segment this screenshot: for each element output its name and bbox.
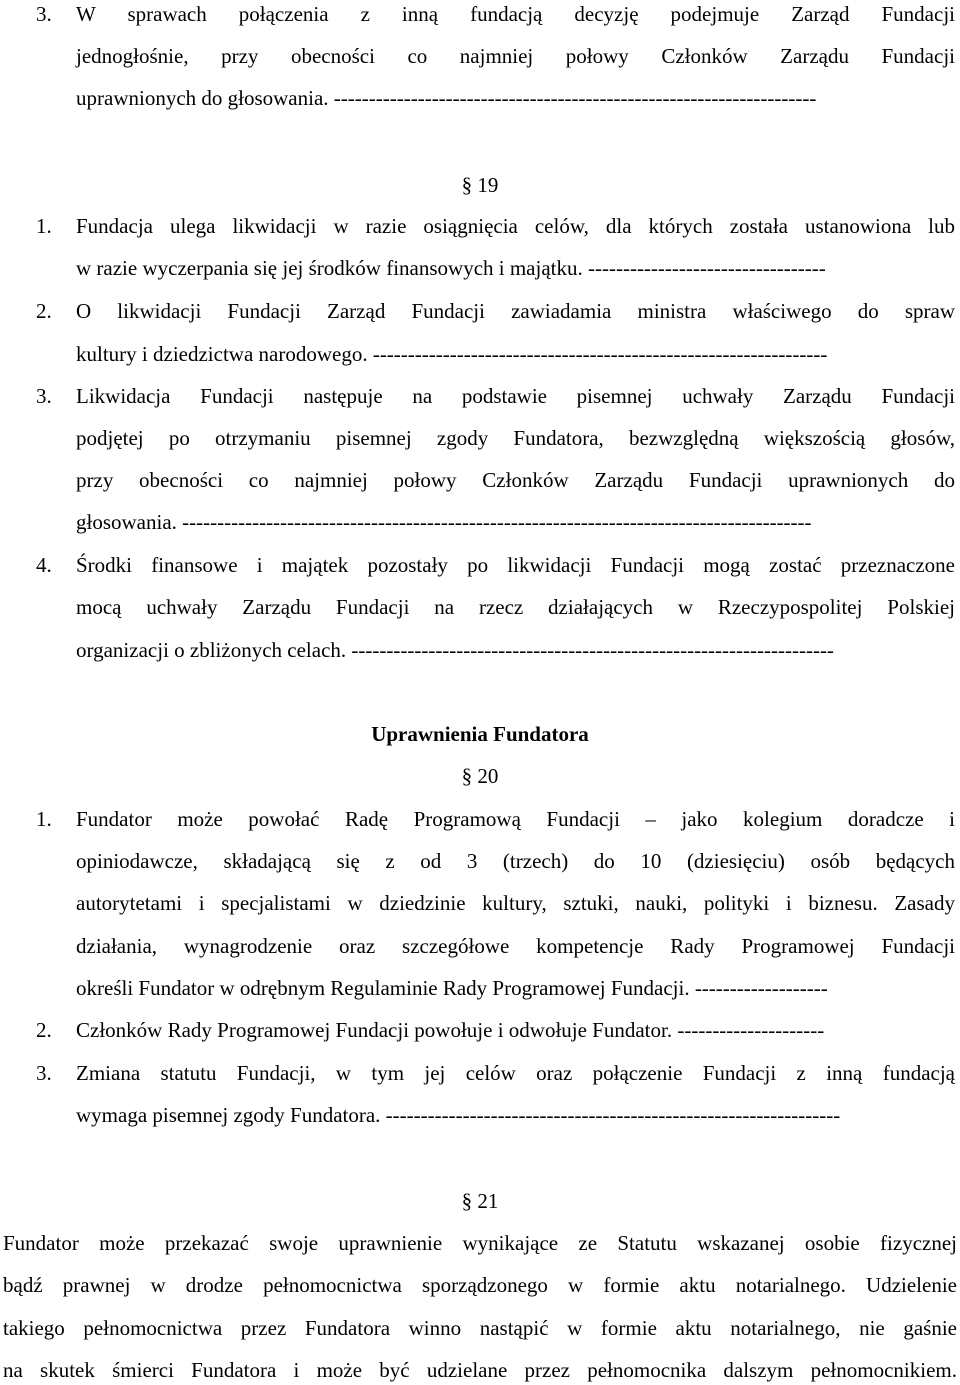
paragraph-text: działania, wynagrodzenie oraz szczegółowe kompetencje Rady Programowej Fundacji	[76, 934, 955, 958]
list-number: 1.	[36, 807, 52, 831]
list-number: 1.	[36, 214, 52, 238]
list-number: 2.	[36, 1018, 52, 1042]
paragraph-text: Zmiana statutu Fundacji, w tym jej celów oraz połączenie Fundacji z inną fundacją	[76, 1061, 955, 1085]
paragraph-text: mocą uchwały Zarządu Fundacji na rzecz działających w Rzeczypospolitej Polskiej	[76, 595, 955, 619]
list-number: 4.	[36, 553, 52, 577]
paragraph-text: wymaga pisemnej zgody Fundatora. -----------------------------------------------------------------	[76, 1103, 841, 1127]
paragraph-text: Środki finansowe i majątek pozostały po likwidacji Fundacji mogą zostać przeznaczone	[76, 553, 955, 577]
paragraph-text: uprawnionych do głosowania. ---------------------------------------------------------------------	[76, 86, 817, 110]
paragraph-text: podjętej po otrzymaniu pisemnej zgody Fundatora, bezwzględną większością głosów,	[76, 426, 955, 450]
paragraph-text: W sprawach połączenia z inną fundacją decyzję podejmuje Zarząd Fundacji	[76, 2, 955, 26]
list-number: 2.	[36, 299, 52, 323]
paragraph-text: opiniodawcze, składającą się z od 3 (trzech) do 10 (dziesięciu) osób będących	[76, 849, 955, 873]
paragraph-text: Likwidacja Fundacji następuje na podstawie pisemnej uchwały Zarządu Fundacji	[76, 384, 955, 408]
paragraph-text: kultury i dziedzictwa narodowego. -----------------------------------------------------------------	[76, 342, 828, 366]
section-heading: § 21	[461, 1189, 499, 1213]
paragraph-text: w razie wyczerpania się jej środków finansowych i majątku. ----------------------------------	[76, 256, 826, 280]
paragraph-text: jednogłośnie, przy obecności co najmniej połowy Członków Zarządu Fundacji	[76, 44, 955, 68]
paragraph-text: przy obecności co najmniej połowy Członków Zarządu Fundacji uprawnionych do	[76, 468, 955, 492]
paragraph-text: bądź prawnej w drodze pełnomocnictwa sporządzonego w formie aktu notarialnego. Udzielenie	[3, 1273, 957, 1297]
paragraph-text: Fundacja ulega likwidacji w razie osiągnięcia celów, dla których została ustanowiona lub	[76, 214, 955, 238]
section-heading: § 20	[461, 764, 499, 788]
paragraph-text: takiego pełnomocnictwa przez Fundatora winno nastąpić w formie aktu notarialnego, nie gaśnie	[3, 1316, 957, 1340]
section-heading: § 19	[461, 173, 499, 197]
paragraph-text: na skutek śmierci Fundatora i może być udzielane przez pełnomocnika dalszym pełnomocnikiem.	[3, 1358, 957, 1382]
list-number: 3.	[36, 384, 52, 408]
paragraph-text: głosowania. ------------------------------------------------------------------------------------------	[76, 510, 812, 534]
paragraph-text: autorytetami i specjalistami w dziedzinie kultury, sztuki, nauki, polityki i biznesu. Zasady	[76, 891, 955, 915]
list-number: 3.	[36, 1061, 52, 1085]
paragraph-text: określi Fundator w odrębnym Regulaminie Rady Programowej Fundacji. -------------------	[76, 976, 828, 1000]
paragraph-text: organizacji o zbliżonych celach. ---------------------------------------------------------------------	[76, 638, 834, 662]
paragraph-text: Fundator może przekazać swoje uprawnienie wynikające ze Statutu wskazanej osobie fizycznej	[3, 1231, 957, 1255]
paragraph-text: O likwidacji Fundacji Zarząd Fundacji zawiadamia ministra właściwego do spraw	[76, 299, 955, 323]
list-number: 3.	[36, 2, 52, 26]
section-title: Uprawnienia Fundatora	[371, 722, 589, 746]
paragraph-text: Członków Rady Programowej Fundacji powołuje i odwołuje Fundator. ---------------------	[76, 1018, 825, 1042]
paragraph-text: Fundator może powołać Radę Programową Fundacji – jako kolegium doradcze i	[76, 807, 955, 831]
